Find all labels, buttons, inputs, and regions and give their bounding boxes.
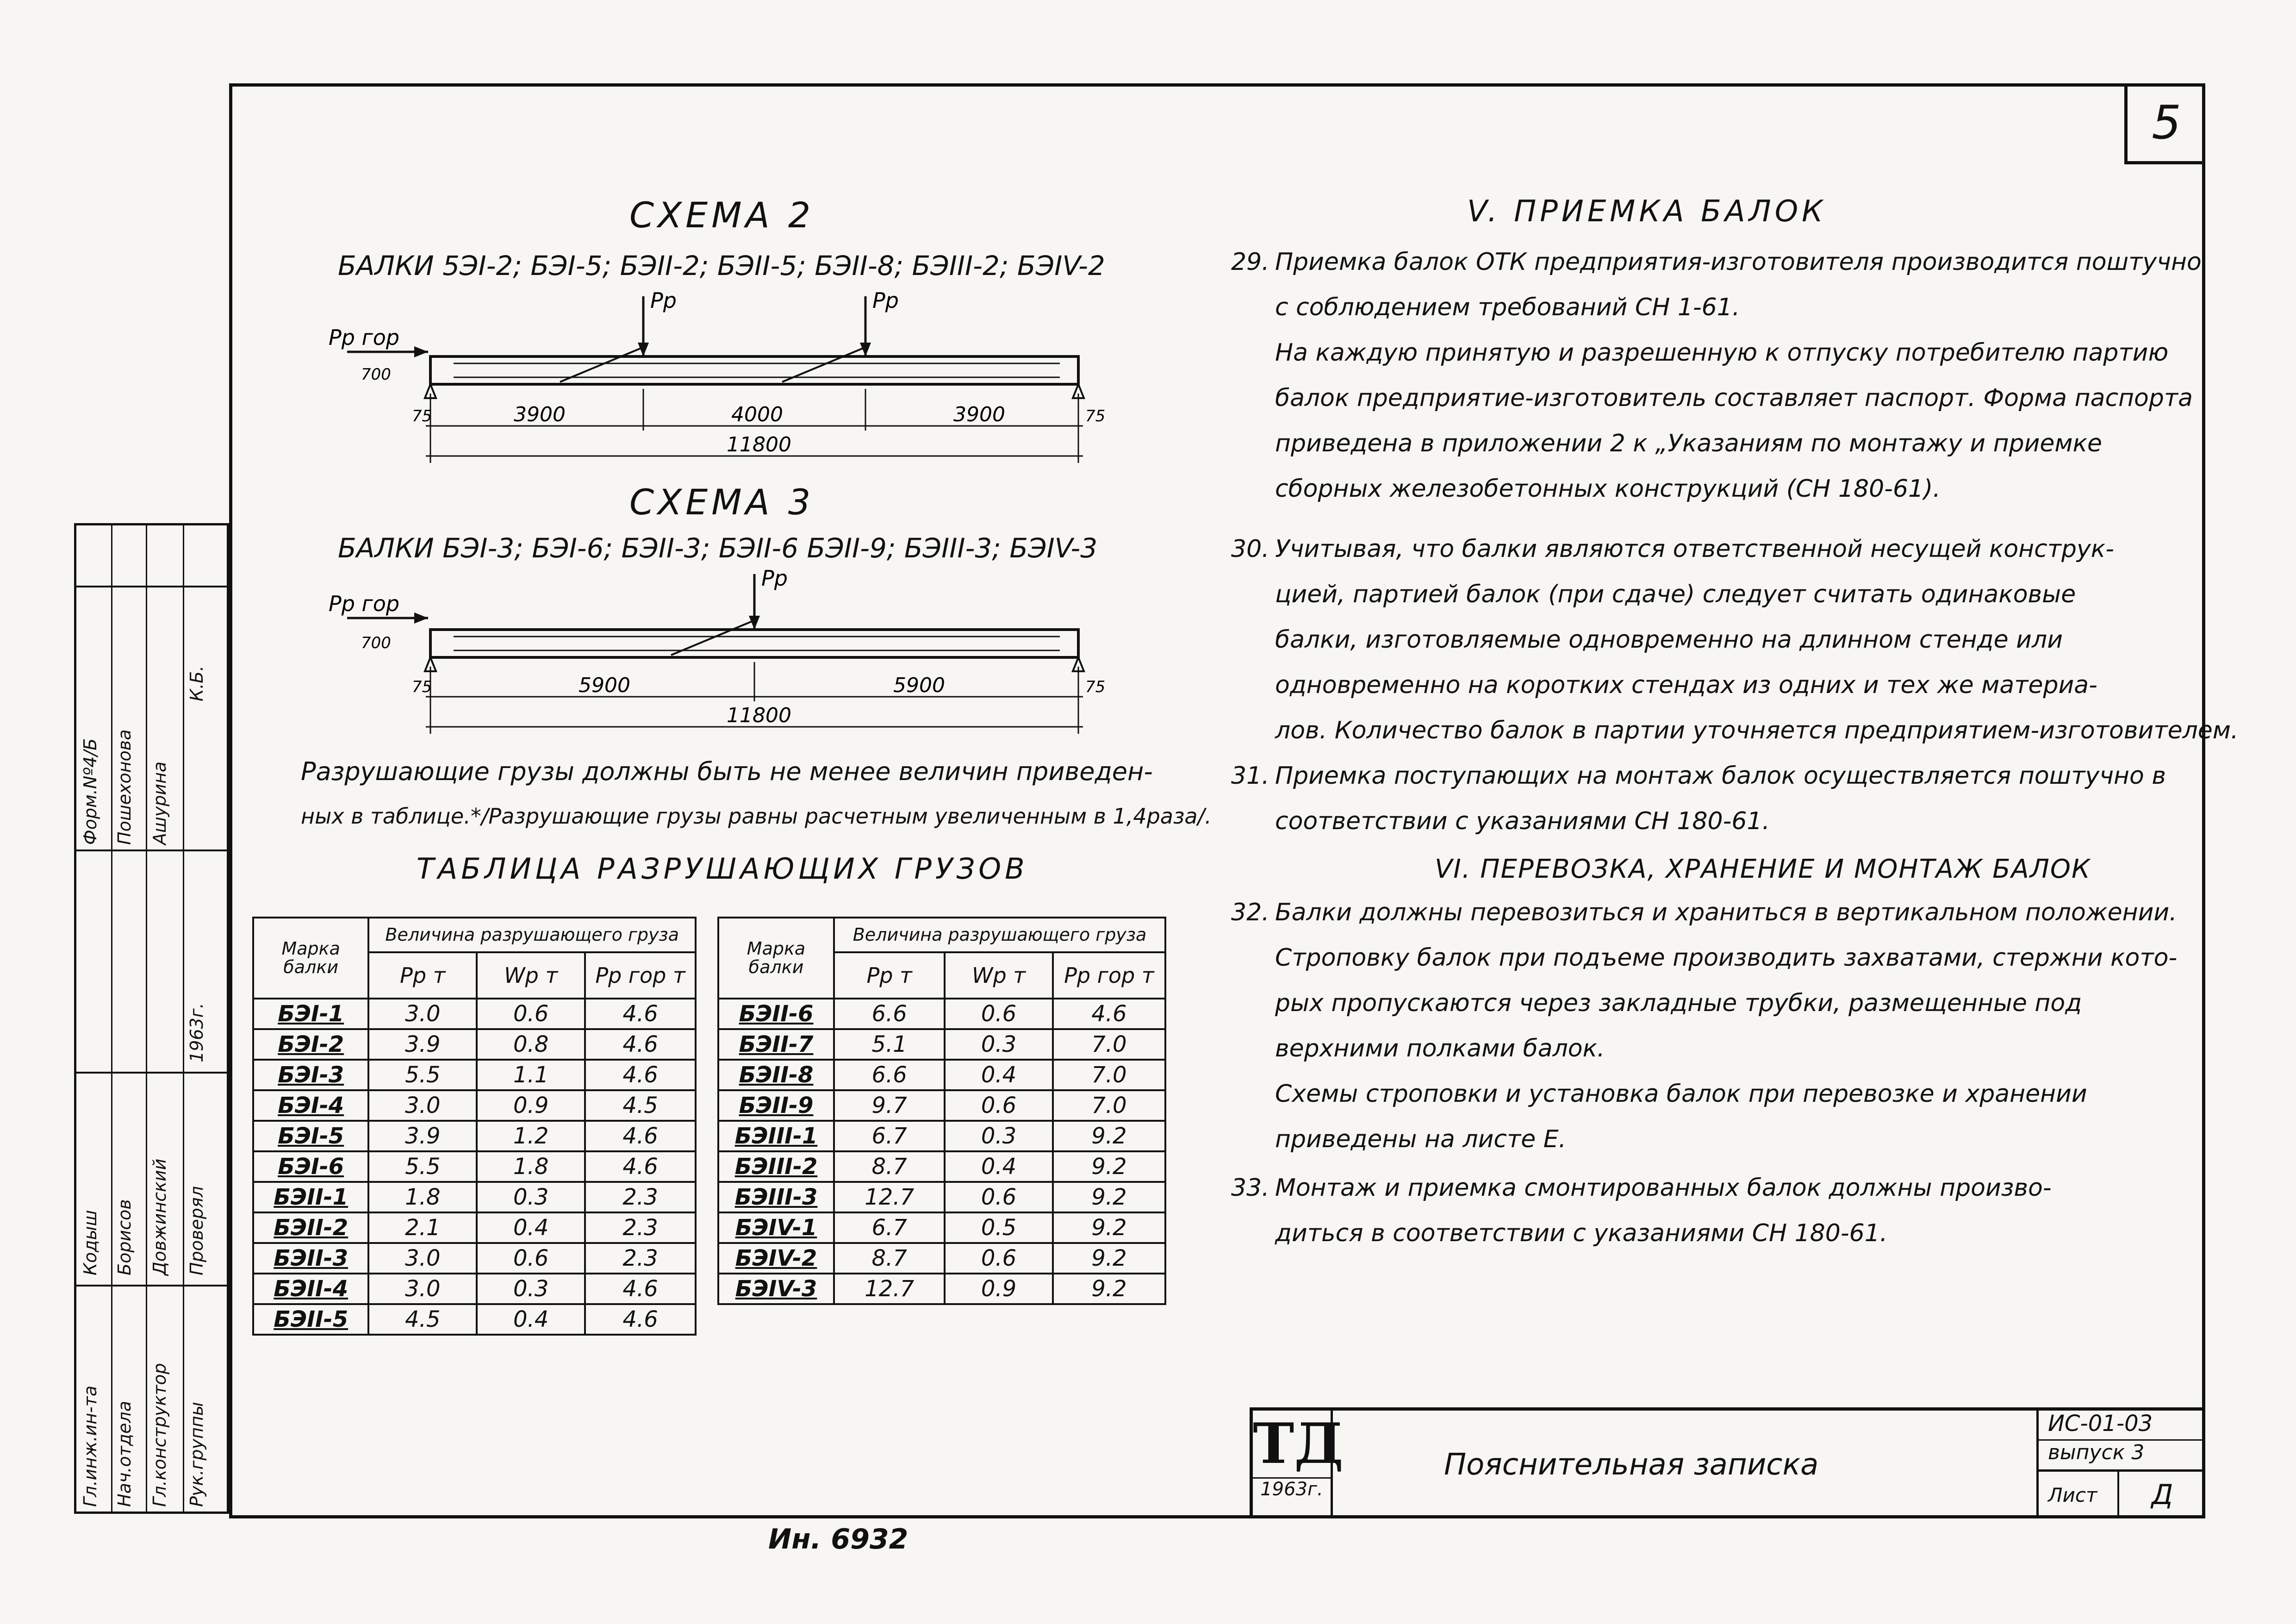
s2-load-horizontal: Рp гор	[329, 325, 400, 350]
t1-header-value: Величина разрушающего груза	[368, 918, 696, 952]
load-value-cell: 0.3	[477, 1182, 585, 1212]
load-value-cell: 4.6	[585, 1029, 696, 1060]
load-value-cell: 4.6	[585, 1274, 696, 1304]
t2-header-mark: Марка балки	[718, 918, 834, 999]
beam-mark-cell: БЭII-4	[253, 1274, 368, 1304]
signer-2: Ашурина	[149, 761, 170, 845]
doc-code: ИС-01-03	[2039, 1411, 2205, 1441]
doc-issue: выпуск 3	[2039, 1441, 2205, 1472]
load-value-cell: 0.6	[477, 1243, 585, 1274]
beam-mark-cell: БЭI-6	[253, 1151, 368, 1182]
beam-mark-cell: БЭI-2	[253, 1029, 368, 1060]
load-value-cell: 9.2	[1053, 1212, 1165, 1243]
load-value-cell: 0.9	[477, 1090, 585, 1121]
s3-load-horizontal: Рp гор	[329, 591, 400, 616]
beam-mark-cell: БЭI-4	[253, 1090, 368, 1121]
loads-table-2	[717, 917, 1166, 1305]
name-4: Проверял	[187, 1186, 207, 1275]
paragraph-33	[1231, 1176, 2052, 1267]
load-value-cell: 9.2	[1053, 1274, 1165, 1304]
year-stamp: 1963г.	[187, 1003, 207, 1062]
scheme-2-diagram	[319, 287, 1152, 491]
p32-number: 32.	[1231, 899, 1269, 926]
p29-line: балок предприятие-изготовитель составляет паспорт. Форма паспорта	[1275, 384, 2193, 412]
load-value-cell: 7.0	[1053, 1090, 1165, 1121]
p30-line: цией, партией балок (при сдаче) следует считать одинаковые	[1275, 581, 2076, 608]
p33-line: диться в соответствии с указаниями СН 180-61.	[1275, 1219, 1888, 1247]
load-value-cell: 2.3	[585, 1243, 696, 1274]
section-6-title: VI. ПЕРЕВОЗКА, ХРАНЕНИЕ И МОНТАЖ БАЛОК	[1435, 854, 2091, 884]
beam-mark-cell: БЭIII-1	[718, 1121, 834, 1151]
load-value-cell: 4.6	[585, 1060, 696, 1090]
load-value-cell: 9.2	[1053, 1121, 1165, 1151]
s3-height: 700	[361, 634, 391, 652]
table-row	[718, 1243, 1165, 1274]
beam-mark-cell: БЭII-2	[253, 1212, 368, 1243]
load-value-cell: 12.7	[834, 1182, 945, 1212]
load-value-cell: 1.2	[477, 1121, 585, 1151]
p31-number: 31.	[1231, 762, 1269, 790]
inventory-number: Ин. 6932	[768, 1523, 908, 1555]
paragraph-30	[1231, 537, 2239, 764]
t2-header-pp: Рр т	[834, 952, 945, 999]
name-3: Довжинский	[149, 1158, 170, 1275]
beam-mark-cell: БЭIII-3	[718, 1182, 834, 1212]
s2-span-2: 4000	[731, 403, 783, 426]
load-value-cell: 1.8	[477, 1151, 585, 1182]
load-value-cell: 4.6	[585, 1121, 696, 1151]
form-stamp: Форм.Nº4/Б	[80, 738, 100, 845]
t2-header-wp: Wр т	[945, 952, 1052, 999]
load-value-cell: 0.6	[945, 1243, 1052, 1274]
beam-mark-cell: БЭII-8	[718, 1060, 834, 1090]
t2-header-pgor: Рр гор т	[1053, 952, 1165, 999]
role-2: Нач.отдела	[114, 1400, 135, 1507]
load-value-cell: 2.3	[585, 1182, 696, 1212]
paragraph-32	[1231, 900, 2177, 1173]
title-block-year: 1963г.	[1253, 1477, 1331, 1500]
td-logo: ТД	[1253, 1411, 1344, 1476]
load-value-cell: 0.4	[477, 1304, 585, 1335]
load-value-cell: 0.4	[945, 1151, 1052, 1182]
load-value-cell: 7.0	[1053, 1029, 1165, 1060]
beam-mark-cell: БЭIV-2	[718, 1243, 834, 1274]
beam-mark-cell: БЭII-3	[253, 1243, 368, 1274]
s3-support-right: 75	[1085, 678, 1106, 696]
load-value-cell: 4.6	[1053, 999, 1165, 1029]
p30-line: балки, изготовляемые одновременно на длинном стенде или	[1275, 626, 2063, 654]
role-4: Рук.группы	[187, 1402, 207, 1507]
load-value-cell: 6.7	[834, 1121, 945, 1151]
beam-mark-cell: БЭII-6	[718, 999, 834, 1029]
t1-header-pp: Рр т	[368, 952, 477, 999]
load-value-cell: 7.0	[1053, 1060, 1165, 1090]
p30-number: 30.	[1231, 535, 1269, 563]
p32-line: Балки должны перевозиться и храниться в вертикальном положении.	[1275, 899, 2177, 926]
table-row	[253, 1121, 696, 1151]
load-value-cell: 0.6	[945, 1090, 1052, 1121]
load-value-cell: 5.1	[834, 1029, 945, 1060]
p29-line: сборных железобетонных конструкций (СН 180-61).	[1275, 475, 1941, 503]
s2-height: 700	[361, 365, 391, 384]
table-row	[718, 1029, 1165, 1060]
load-value-cell: 3.0	[368, 999, 477, 1029]
load-value-cell: 0.4	[477, 1212, 585, 1243]
table-row	[718, 1212, 1165, 1243]
load-value-cell: 3.0	[368, 1090, 477, 1121]
p31-line: Приемка поступающих на монтаж балок осуществляется поштучно в	[1275, 762, 2166, 790]
load-value-cell: 9.2	[1053, 1151, 1165, 1182]
table-row	[253, 1304, 696, 1335]
s3-total: 11800	[727, 704, 791, 727]
load-value-cell: 1.1	[477, 1060, 585, 1090]
p30-line: лов. Количество балок в партии уточняется предприятием-изготовителем.	[1275, 717, 2239, 744]
t2-header-value: Величина разрушающего груза	[834, 918, 1165, 952]
load-value-cell: 0.6	[477, 999, 585, 1029]
table-row	[718, 1121, 1165, 1151]
role-3: Гл.конструктор	[149, 1363, 170, 1507]
s3-span-1: 5900	[579, 674, 630, 697]
name-2: Борисов	[114, 1199, 135, 1275]
table-row	[718, 1060, 1165, 1090]
beam-mark-cell: БЭII-1	[253, 1182, 368, 1212]
load-value-cell: 0.8	[477, 1029, 585, 1060]
sheet-number: Д	[2151, 1479, 2173, 1511]
load-value-cell: 3.9	[368, 1029, 477, 1060]
signer-1: Пошехонова	[114, 729, 135, 845]
note-line-2: ных в таблице.*/Разрушающие грузы равны расчетным увеличенным в 1,4раза/.	[301, 804, 1212, 829]
load-value-cell: 5.5	[368, 1151, 477, 1182]
p30-line: одновременно на коротких стендах из одних и тех же материа-	[1275, 671, 2097, 699]
table-row	[718, 999, 1165, 1029]
p29-number: 29.	[1231, 248, 1269, 276]
t1-header-pgor: Рр гор т	[585, 952, 696, 999]
p29-line: с соблюдением требований СН 1-61.	[1275, 294, 1740, 321]
p32-line: верхними полками балок.	[1275, 1035, 1605, 1062]
load-value-cell: 0.3	[945, 1121, 1052, 1151]
p29-line: приведена в приложении 2 к „Указаниям по монтажу и приемке	[1275, 430, 2102, 457]
load-value-cell: 2.1	[368, 1212, 477, 1243]
load-value-cell: 6.6	[834, 999, 945, 1029]
load-value-cell: 4.6	[585, 999, 696, 1029]
table-row	[253, 1274, 696, 1304]
table-row	[253, 1090, 696, 1121]
load-value-cell: 0.6	[945, 1182, 1052, 1212]
beam-mark-cell: БЭII-5	[253, 1304, 368, 1335]
s2-support-left: 75	[412, 407, 432, 425]
scheme-2-beams: БАЛКИ 5ЭI-2; БЭI-5; БЭII-2; БЭII-5; БЭII-8; БЭIII-2; БЭIV-2	[338, 250, 1105, 281]
p32-line: Схемы строповки и установка балок при перевозке и хранении	[1275, 1080, 2087, 1108]
load-value-cell: 6.7	[834, 1212, 945, 1243]
table-row	[718, 1090, 1165, 1121]
load-value-cell: 0.5	[945, 1212, 1052, 1243]
p33-line: Монтаж и приемка смонтированных балок должны произво-	[1275, 1174, 2052, 1202]
beam-mark-cell: БЭI-1	[253, 999, 368, 1029]
beam-mark-cell: БЭI-3	[253, 1060, 368, 1090]
load-value-cell: 9.7	[834, 1090, 945, 1121]
load-value-cell: 5.5	[368, 1060, 477, 1090]
load-value-cell: 0.3	[477, 1274, 585, 1304]
page-number: 5	[2124, 83, 2205, 164]
p33-number: 33.	[1231, 1174, 1269, 1202]
scheme-2-title: СХЕМА 2	[629, 194, 815, 236]
table-row	[253, 1029, 696, 1060]
load-value-cell: 4.6	[585, 1151, 696, 1182]
p29-line: Приемка балок ОТК предприятия-изготовителя производится поштучно	[1275, 248, 2202, 276]
name-1: Кодыш	[80, 1210, 100, 1275]
paragraph-29	[1231, 250, 2202, 522]
s2-span-3: 3900	[953, 403, 1005, 426]
load-value-cell: 3.0	[368, 1243, 477, 1274]
title-block-title: Пояснительная записка	[1444, 1448, 1819, 1482]
approval-stamp-column	[74, 523, 229, 1514]
t1-header-mark: Марка балки	[253, 918, 368, 999]
beam-mark-cell: БЭIV-3	[718, 1274, 834, 1304]
s2-span-1: 3900	[514, 403, 566, 426]
beam-mark-cell: БЭI-5	[253, 1121, 368, 1151]
section-5-title: V. ПРИЕМКА БАЛОК	[1467, 194, 1827, 229]
paragraph-31	[1231, 764, 2166, 855]
load-value-cell: 0.3	[945, 1029, 1052, 1060]
s2-load-p1: Рp	[650, 288, 677, 313]
load-value-cell: 8.7	[834, 1243, 945, 1274]
load-value-cell: 0.9	[945, 1274, 1052, 1304]
load-value-cell: 6.6	[834, 1060, 945, 1090]
load-value-cell: 4.5	[585, 1090, 696, 1121]
p30-line: Учитывая, что балки являются ответственной несущей конструк-	[1275, 535, 2114, 563]
t1-header-wp: Wр т	[477, 952, 585, 999]
beam-mark-cell: БЭII-7	[718, 1029, 834, 1060]
table-row	[253, 1212, 696, 1243]
scheme-3-title: СХЕМА 3	[629, 481, 815, 523]
load-value-cell: 9.2	[1053, 1243, 1165, 1274]
load-value-cell: 1.8	[368, 1182, 477, 1212]
p31-line: соответствии с указаниями СН 180-61.	[1275, 807, 1770, 835]
table-row	[253, 1182, 696, 1212]
s3-span-2: 5900	[893, 674, 945, 697]
load-value-cell: 2.3	[585, 1212, 696, 1243]
scheme-3-diagram	[319, 569, 1152, 755]
role-1: Гл.инж.ин-та	[80, 1385, 100, 1507]
table-title: ТАБЛИЦА РАЗРУШАЮЩИХ ГРУЗОВ	[417, 852, 1028, 886]
load-value-cell: 12.7	[834, 1274, 945, 1304]
sheet-label: Лист	[2039, 1472, 2119, 1518]
beam-mark-cell: БЭIV-1	[718, 1212, 834, 1243]
table-row	[253, 1243, 696, 1274]
loads-table-1	[252, 917, 697, 1336]
table-row	[718, 1182, 1165, 1212]
load-value-cell: 3.9	[368, 1121, 477, 1151]
table-row	[253, 1060, 696, 1090]
s2-total: 11800	[727, 433, 791, 456]
table-row	[718, 1151, 1165, 1182]
s3-support-left: 75	[412, 678, 432, 696]
p32-line: приведены на листе Е.	[1275, 1125, 1567, 1153]
load-value-cell: 4.6	[585, 1304, 696, 1335]
table-row	[253, 1151, 696, 1182]
load-value-cell: 3.0	[368, 1274, 477, 1304]
s2-load-p2: Рp	[872, 288, 899, 313]
beam-mark-cell: БЭIII-2	[718, 1151, 834, 1182]
load-value-cell: 4.5	[368, 1304, 477, 1335]
s2-support-right: 75	[1085, 407, 1106, 425]
title-block	[1250, 1407, 2205, 1518]
load-value-cell: 9.2	[1053, 1182, 1165, 1212]
p32-line: Строповку балок при подъеме производить захватами, стержни кото-	[1275, 944, 2178, 972]
s3-load-p: Рp	[761, 569, 788, 591]
table-row	[253, 999, 696, 1029]
table-row	[718, 1274, 1165, 1304]
beam-mark-cell: БЭII-9	[718, 1090, 834, 1121]
scheme-3-beams: БАЛКИ БЭI-3; БЭI-6; БЭII-3; БЭII-6 БЭII-9; БЭIII-3; БЭIV-3	[338, 532, 1098, 564]
p32-line: рых пропускаются через закладные трубки, размещенные под	[1275, 989, 2082, 1017]
load-value-cell: 8.7	[834, 1151, 945, 1182]
load-value-cell: 0.6	[945, 999, 1052, 1029]
signer-3: К.Б.	[187, 665, 207, 701]
note-line-1: Разрушающие грузы должны быть не менее величин приведен-	[301, 757, 1153, 786]
p29-line: На каждую принятую и разрешенную к отпуску потребителю партию	[1275, 339, 2169, 367]
load-value-cell: 0.4	[945, 1060, 1052, 1090]
